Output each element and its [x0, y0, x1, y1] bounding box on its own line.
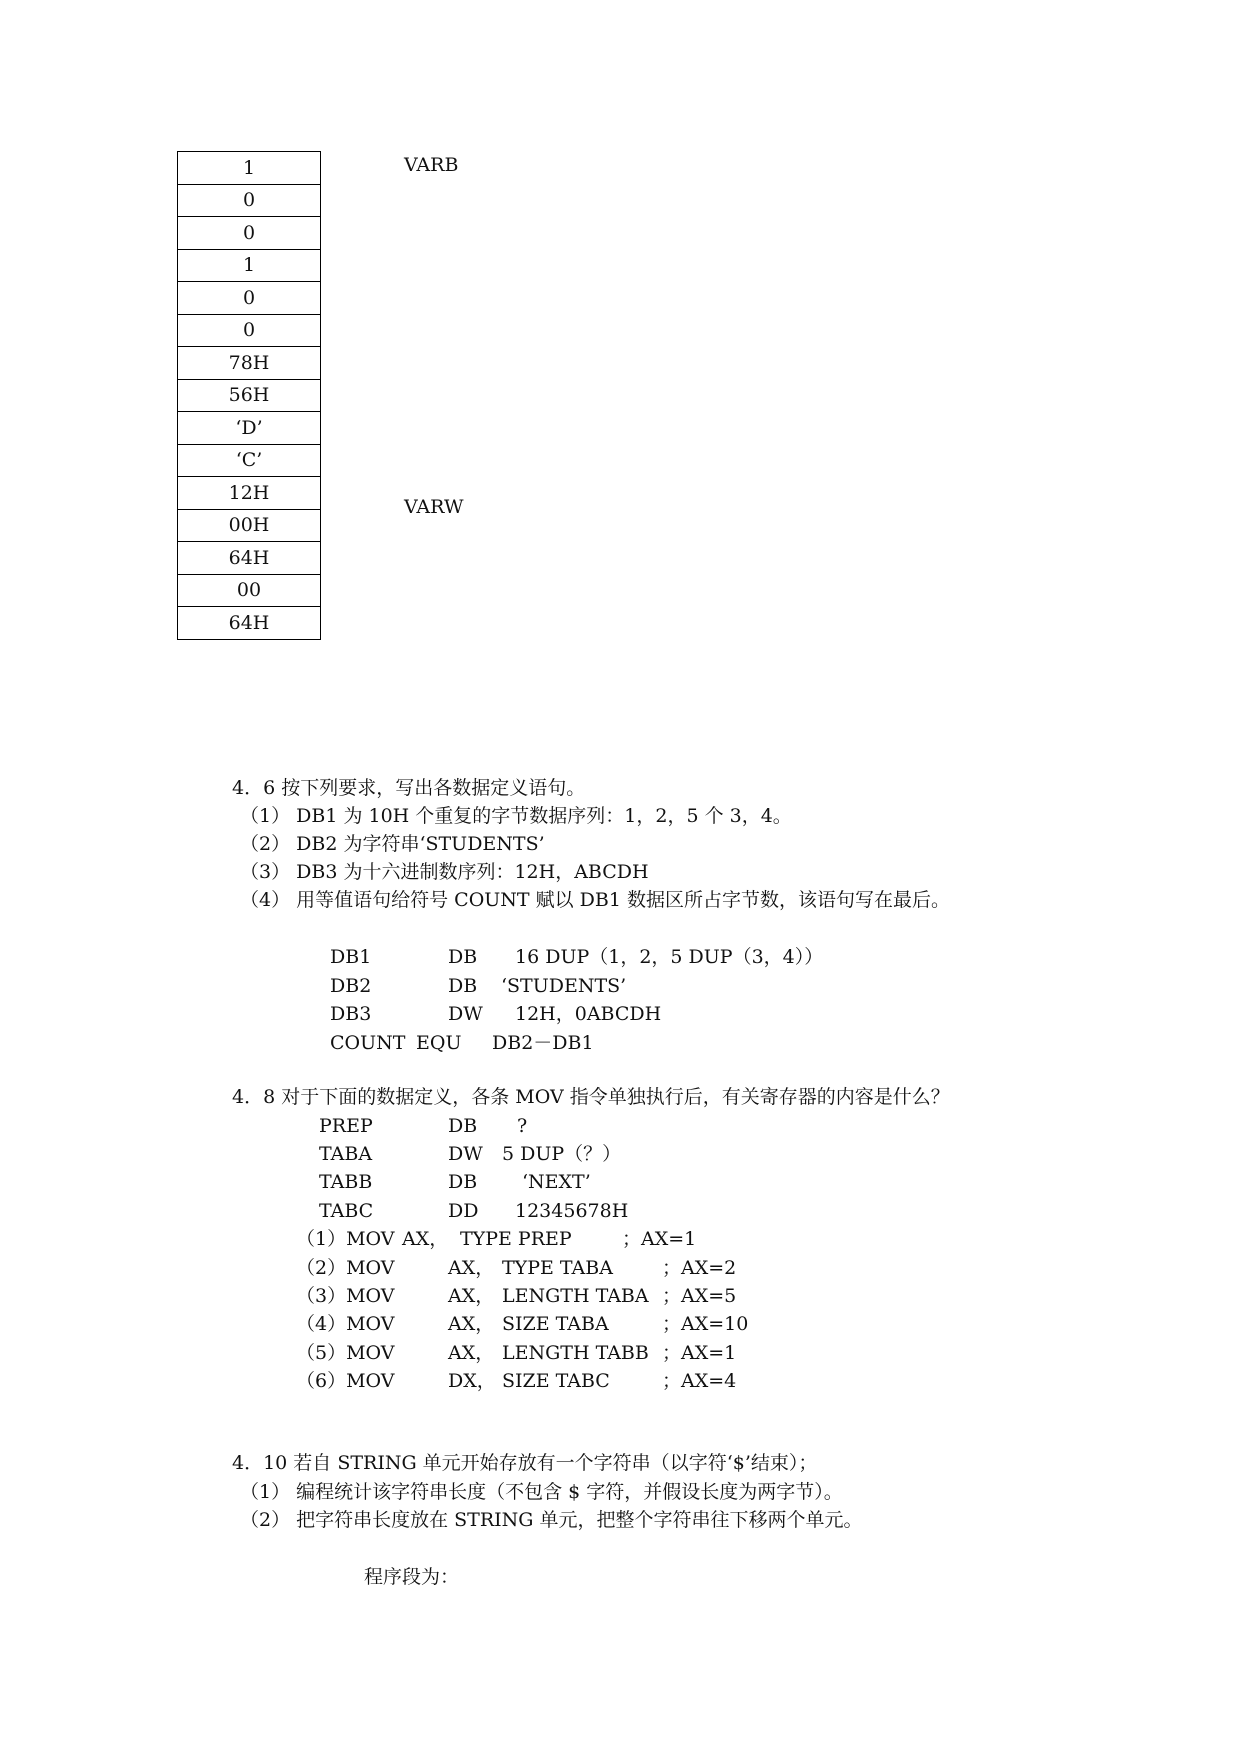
q46-item: （4） 用等值语句给符号 COUNT 赋以 DB1 数据区所占字节数，该语句写在最后。	[240, 889, 950, 911]
memory-table	[177, 151, 321, 640]
memory-cell: 64H	[178, 542, 321, 575]
mov-reg: AX，	[402, 1228, 449, 1250]
def-arg: 12345678H	[515, 1200, 629, 1222]
memory-cell: 0	[178, 217, 321, 250]
q410-footer: 程序段为：	[364, 1566, 460, 1588]
memory-row	[178, 249, 321, 282]
def-label: TABC	[319, 1200, 374, 1222]
mov-reg: AX，	[448, 1342, 495, 1364]
mov-reg: DX，	[448, 1370, 496, 1392]
mov-reg: AX，	[448, 1257, 495, 1279]
def-label: TABA	[319, 1143, 373, 1165]
memory-cell: 00	[178, 574, 321, 607]
mov-num: （5）MOV	[296, 1342, 395, 1364]
code-label: DB2	[330, 975, 372, 997]
mov-reg: AX，	[448, 1313, 495, 1335]
def-arg: 5 DUP（？）	[502, 1143, 622, 1165]
memory-cell: ‘D’	[178, 412, 321, 445]
q410-item: （2） 把字符串长度放在 STRING 单元，把整个字符串往下移两个单元。	[240, 1509, 863, 1531]
code-op: EQU	[416, 1032, 462, 1054]
label-varw: VARW	[404, 496, 464, 518]
mov-result: ；AX=5	[662, 1285, 737, 1307]
memory-row	[178, 217, 321, 250]
memory-cell: 1	[178, 249, 321, 282]
memory-cell: 78H	[178, 347, 321, 380]
code-label: DB1	[330, 946, 372, 968]
memory-cell: 0	[178, 184, 321, 217]
memory-row	[178, 412, 321, 445]
mov-result: ；AX=1	[622, 1228, 697, 1250]
mov-expr: SIZE TABC	[502, 1370, 610, 1392]
def-arg: ‘NEXT’	[522, 1171, 591, 1193]
mov-num: （1）MOV	[296, 1228, 395, 1250]
code-arg: ‘STUDENTS’	[501, 975, 627, 997]
q410-item: （1） 编程统计该字符串长度（不包含 $ 字符，并假设长度为两字节）。	[240, 1481, 843, 1503]
def-op: DD	[448, 1200, 479, 1222]
q410-title: 4．10 若自 STRING 单元开始存放有一个字符串（以字符‘$’结束）；	[232, 1452, 818, 1474]
code-arg: 12H，0ABCDH	[515, 1003, 662, 1025]
memory-row	[178, 477, 321, 510]
mov-result: ；AX=2	[662, 1257, 737, 1279]
mov-expr: TYPE TABA	[502, 1257, 613, 1279]
mov-expr: LENGTH TABB	[502, 1342, 649, 1364]
mov-num: （2）MOV	[296, 1257, 395, 1279]
mov-num: （6）MOV	[296, 1370, 395, 1392]
memory-row	[178, 574, 321, 607]
memory-row	[178, 152, 321, 185]
mov-num: （4）MOV	[296, 1313, 395, 1335]
memory-row	[178, 607, 321, 640]
memory-cell: 56H	[178, 379, 321, 412]
memory-row	[178, 314, 321, 347]
q46-item: （2） DB2 为字符串‘STUDENTS’	[240, 833, 545, 855]
memory-row	[178, 184, 321, 217]
def-op: DW	[448, 1143, 483, 1165]
memory-row	[178, 379, 321, 412]
q46-item: （1） DB1 为 10H 个重复的字节数据序列：1，2，5 个 3，4。	[240, 805, 792, 827]
mov-expr: LENGTH TABA	[502, 1285, 649, 1307]
memory-cell: ‘C’	[178, 444, 321, 477]
memory-cell: 64H	[178, 607, 321, 640]
code-label: DB3	[330, 1003, 372, 1025]
memory-row	[178, 347, 321, 380]
q46-title: 4．6 按下列要求，写出各数据定义语句。	[232, 777, 586, 799]
memory-row	[178, 282, 321, 315]
memory-cell: 00H	[178, 509, 321, 542]
memory-cell: 0	[178, 282, 321, 315]
q46-item: （3） DB3 为十六进制数序列：12H，ABCDH	[240, 861, 649, 883]
memory-row	[178, 509, 321, 542]
code-arg: DB2－DB1	[492, 1032, 594, 1054]
code-arg: 16 DUP（1，2，5 DUP（3，4））	[515, 946, 824, 968]
mov-expr: SIZE TABA	[502, 1313, 609, 1335]
def-label: PREP	[319, 1115, 373, 1137]
label-varb: VARB	[404, 154, 459, 176]
code-op: DW	[448, 1003, 483, 1025]
code-op: DB	[448, 975, 478, 997]
mov-result: ；AX=4	[662, 1370, 737, 1392]
def-op: DB	[448, 1115, 478, 1137]
mov-reg: AX，	[448, 1285, 495, 1307]
mov-num: （3）MOV	[296, 1285, 395, 1307]
memory-cell: 1	[178, 152, 321, 185]
memory-row	[178, 444, 321, 477]
def-arg: ?	[517, 1115, 528, 1137]
memory-cell: 0	[178, 314, 321, 347]
q48-title: 4．8 对于下面的数据定义，各条 MOV 指令单独执行后，有关寄存器的内容是什么？	[232, 1086, 950, 1108]
memory-row	[178, 542, 321, 575]
code-label: COUNT	[330, 1032, 406, 1054]
def-label: TABB	[319, 1171, 373, 1193]
mov-result: ；AX=1	[662, 1342, 737, 1364]
mov-result: ；AX=10	[662, 1313, 749, 1335]
def-op: DB	[448, 1171, 478, 1193]
code-op: DB	[448, 946, 478, 968]
memory-cell: 12H	[178, 477, 321, 510]
mov-expr: TYPE PREP	[460, 1228, 572, 1250]
